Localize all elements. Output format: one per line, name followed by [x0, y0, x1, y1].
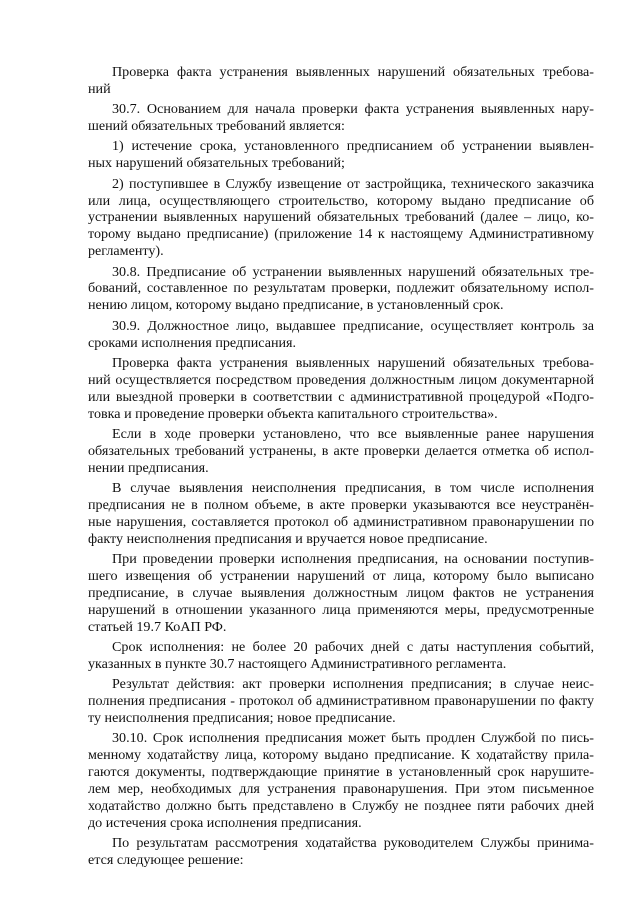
paragraph-non-fulfillment — [88, 480, 594, 548]
text-line: шений обязательных требований является: — [88, 118, 345, 135]
paragraph-decision — [88, 835, 594, 869]
text-line: ний — [88, 80, 111, 97]
text-line: 30.9. Должностное лицо, выдавшее предписание, осуществляет контроль за — [112, 317, 594, 334]
paragraph-violations-fixed — [88, 426, 594, 477]
text-line: или выездной проверки в соответствии с административной процедурой «Подго- — [88, 388, 594, 405]
text-line: Результат действия: акт проверки исполнения предписания; в случае неис- — [112, 676, 594, 693]
text-line: устранении выявленных нарушений обязательных требований (далее – лицо, ко- — [88, 209, 594, 226]
text-line: ных нарушений обязательных требований; — [88, 155, 345, 172]
paragraph-item-2 — [88, 176, 594, 261]
text-line: Проверка факта устранения выявленных нарушений обязательных требова- — [112, 64, 594, 80]
text-line: ные нарушения, составляется протокол об административном правонарушении по — [88, 513, 594, 530]
document-page — [88, 64, 594, 872]
text-line: гаются документы, подтверждающие принятие в установленный срок нарушите- — [88, 764, 594, 781]
paragraph-verification-method — [88, 355, 594, 423]
text-line: предписание, в случае выявления должностным лицом фактов не устранения — [88, 584, 594, 601]
text-line: бований, составленное по результатам проверки, подлежит обязательному испол- — [88, 280, 594, 297]
paragraph-item-1 — [88, 138, 594, 172]
text-line: ту неисполнения предписания; новое предписание. — [88, 709, 396, 726]
text-line: сроками исполнения предписания. — [88, 334, 297, 351]
text-line: статьей 19.7 КоАП РФ. — [88, 618, 227, 635]
text-line: регламенту). — [88, 243, 164, 260]
text-line: товка и проведение проверки объекта капитального строительства». — [88, 405, 498, 422]
text-line: При проведении проверки исполнения предписания, на основании поступив- — [112, 550, 594, 567]
text-line: предписания не в полном объеме, в акте проверки указываются все неустранён- — [88, 496, 594, 513]
text-line: ется следующее решение: — [88, 851, 244, 868]
text-line: 30.10. Срок исполнения предписания может быть продлен Службой по пись- — [112, 730, 594, 747]
text-line: 2) поступившее в Службу извещение от застройщика, технического заказчика — [112, 175, 594, 192]
text-line: Если в ходе проверки установлено, что все выявленные ранее нарушения — [112, 425, 594, 442]
paragraph-30-10 — [88, 730, 594, 831]
text-line: ходатайство должно быть представлено в Службу не позднее пяти рабочих дней — [88, 797, 594, 814]
paragraph-30-9 — [88, 318, 594, 352]
text-line: По результатам рассмотрения ходатайства руководителем Службы принима- — [112, 835, 594, 852]
text-line: шего извещения об устранении нарушений от лица, которому было выписано — [88, 567, 594, 584]
text-line: указанных в пункте 30.7 настоящего Административного регламента. — [88, 655, 507, 672]
text-line: нении предписания. — [88, 459, 209, 476]
paragraph-30-8 — [88, 264, 594, 315]
text-line: ний осуществляется посредством проведения должностным лицом документарной — [88, 371, 594, 388]
paragraph-deadline — [88, 639, 594, 673]
text-line: 30.8. Предписание об устранении выявленных нарушений обязательных тре- — [112, 263, 594, 280]
paragraph-heading — [88, 64, 594, 98]
paragraph-result — [88, 676, 594, 727]
paragraph-30-7 — [88, 101, 594, 135]
text-line: нению лицом, которому выдано предписание, в установленный срок. — [88, 297, 504, 314]
text-line: до истечения срока исполнения предписания. — [88, 814, 362, 831]
text-line: В случае выявления неисполнения предписания, в том числе исполнения — [112, 479, 594, 496]
text-line: обязательных требований устранены, в акте проверки делается отметка об испол- — [88, 442, 594, 459]
text-line: менному ходатайству лица, которому выдано предписание. К ходатайству прила- — [88, 747, 594, 764]
text-line: нарушений в отношении указанного лица применяются меры, предусмотренные — [88, 601, 594, 618]
paragraph-measures — [88, 551, 594, 636]
text-line: Проверка факта устранения выявленных нарушений обязательных требова- — [112, 354, 594, 371]
text-line: торому выдано предписание) (приложение 14 к настоящему Административному — [88, 226, 594, 243]
text-line: Срок исполнения: не более 20 рабочих дней с даты наступления событий, — [112, 638, 594, 655]
text-line: полнения предписания - протокол об административном правонарушении по факту — [88, 693, 594, 710]
text-line: факту неисполнения предписания и вручается новое предписание. — [88, 530, 488, 547]
text-line: или лица, осуществляющего строительство, которому выдано предписание об — [88, 192, 594, 209]
text-line: лем мер, необходимых для устранения правонарушения. При этом письменное — [88, 780, 594, 797]
text-line: 1) истечение срока, установленного предписанием об устранении выявлен- — [112, 138, 594, 155]
text-line: 30.7. Основанием для начала проверки факта устранения выявленных нару- — [112, 101, 594, 118]
